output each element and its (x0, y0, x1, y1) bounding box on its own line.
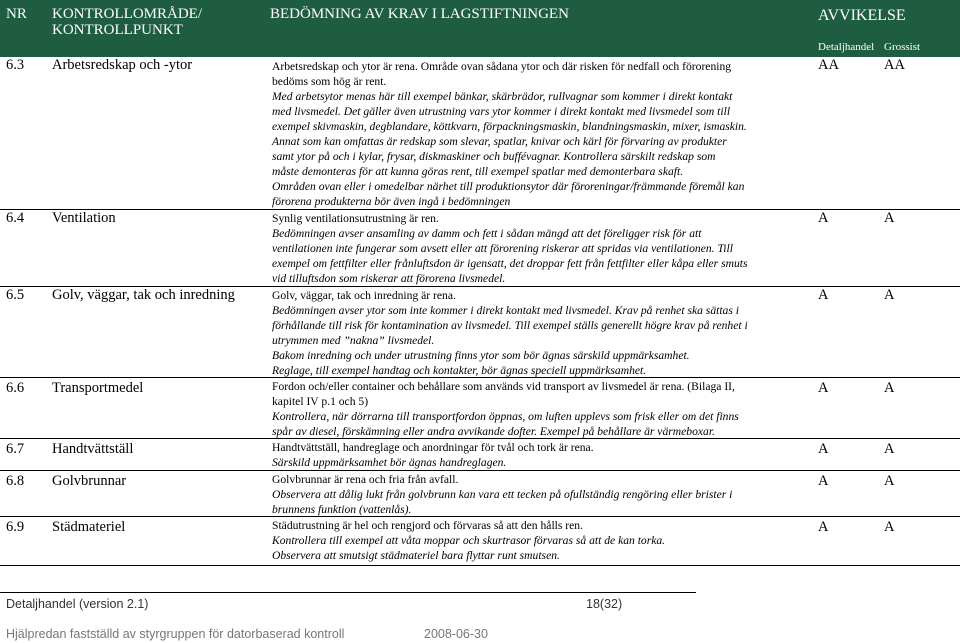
desc-line: Observera att smutsigt städmateriel bara flyttar runt smutsen. (272, 549, 560, 562)
header-omrade-line1: KONTROLLOMRÅDE/ (52, 6, 202, 22)
desc-line: Golvbrunnar är rena och fria från avfall. (272, 473, 459, 486)
desc-line: spår av diesel, förskämning eller andra avvikande dofter. Exempel på behållare är värmeboxar. (272, 425, 715, 438)
desc-line: Områden ovan eller i omedelbar närhet till produktionsytor där föroreningar/främmande föremål kan (272, 180, 745, 193)
row-divider (0, 565, 960, 566)
row-nr: 6.3 (6, 57, 25, 73)
avvikelse-grossist: A (884, 380, 895, 396)
desc-line: förhållande till risk för kontamination av livsmedel. Till exempel ställs generellt högre krav på renhet i (272, 319, 748, 332)
desc-line: utrymmen med ”nakna” livsmedel. (272, 334, 435, 347)
row-nr: 6.5 (6, 287, 25, 303)
row-nr: 6.9 (6, 519, 25, 535)
desc-line: vid tilluftsdon som riskerar att förorena livsmedel. (272, 272, 506, 285)
footer-divider (0, 592, 696, 593)
row-area: Handtvättställ (52, 441, 134, 457)
footer-date: 2008-06-30 (424, 627, 488, 641)
desc-line: måste demonteras för att kunna göras rent, till exempel spatlar med demonterbara skaft. (272, 165, 684, 178)
desc-line: förorena produkterna bör även ingå i bedömningen (272, 195, 511, 208)
desc-line: Städutrustning är hel och rengjord och förvaras så att den hålls ren. (272, 519, 584, 532)
desc-line: Kontrollera, när dörrarna till transportfordon öppnas, om luften upplevs som frisk eller om det finns (272, 410, 739, 423)
table-header (0, 0, 960, 57)
desc-line: Bedömningen avser ansamling av damm och fett i sådan mängd att det föreligger risk för att (272, 227, 702, 240)
row-divider (0, 438, 960, 439)
row-nr: 6.4 (6, 210, 25, 226)
desc-line: Bakom inredning och under utrustning finns ytor som bör ägnas särskild uppmärksamhet. (272, 349, 690, 362)
desc-line: exempel om fettfilter eller frånluftsdon är igensatt, det droppar fett från fettfilter eller kåpa eller smuts (272, 257, 748, 270)
desc-line: Arbetsredskap och ytor är rena. Område ovan sådana ytor och där risken för nedfall och förorening (272, 60, 732, 73)
desc-line: Reglage, till exempel handtag och kontakter, bör ägnas speciell uppmärksamhet. (272, 364, 647, 377)
avvikelse-grossist: A (884, 473, 895, 489)
desc-line: Synlig ventilationsutrustning är ren. (272, 212, 439, 225)
desc-line: Observera att dålig lukt från golvbrunn kan vara ett tecken på ofullständig rengöring eller brister i (272, 488, 733, 501)
desc-line: brunnens funktion (vattenlås). (272, 503, 412, 516)
avvikelse-grossist: A (884, 519, 895, 535)
desc-line: Med arbetsytor menas här till exempel bänkar, skärbrädor, rullvagnar som kommer i direkt kontakt (272, 90, 733, 103)
header-avvikelse: AVVIKELSE (818, 7, 906, 24)
row-description (272, 472, 807, 517)
row-description (272, 379, 807, 439)
header-nr: NR (6, 6, 27, 22)
desc-line: Annat som kan omfattas är redskap som slevar, spatlar, knivar och kärl för förvaring av produkter (272, 135, 727, 148)
desc-line: Handtvättställ, handreglage och anordningar för tvål och tork är rena. (272, 441, 594, 454)
row-area: Golv, väggar, tak och inredning (52, 287, 235, 303)
row-description (272, 288, 807, 378)
row-area: Arbetsredskap och -ytor (52, 57, 193, 73)
desc-line: Golv, väggar, tak och inredning är rena. (272, 289, 456, 302)
avvikelse-detaljhandel: A (818, 380, 829, 396)
desc-line: Fordon och/eller container och behållare som används vid transport av livsmedel är rena. (Bilaga II, (272, 380, 735, 393)
desc-line: exempel skivmaskin, degblandare, köttkvarn, förpackningsmaskin, blandningsmaskin, mixer, ismaskin. (272, 120, 747, 133)
row-area: Ventilation (52, 210, 116, 226)
avvikelse-grossist: A (884, 287, 895, 303)
avvikelse-grossist: AA (884, 57, 905, 73)
header-bedomning: BEDÖMNING AV KRAV I LAGSTIFTNINGEN (270, 6, 569, 22)
row-area: Golvbrunnar (52, 473, 127, 489)
avvikelse-detaljhandel: A (818, 287, 829, 303)
footer-document-title: Detaljhandel (version 2.1) (6, 597, 149, 611)
row-divider (0, 470, 960, 471)
row-nr: 6.7 (6, 441, 25, 457)
row-description (272, 211, 807, 286)
row-divider (0, 209, 960, 210)
avvikelse-detaljhandel: A (818, 441, 829, 457)
row-divider (0, 377, 960, 378)
desc-line: samt ytor på och i kylar, frysar, diskmaskiner och buffévagnar. Kontrollera särskilt redskap som (272, 150, 716, 163)
row-description (272, 440, 807, 470)
row-area: Transportmedel (52, 380, 144, 396)
header-detaljhandel: Detaljhandel (818, 41, 875, 53)
row-nr: 6.8 (6, 473, 25, 489)
desc-line: med livsmedel. Det gäller även utrustning vars ytor kommer i direkt kontakt med livsmedel som till (272, 105, 731, 118)
avvikelse-detaljhandel: AA (818, 57, 839, 73)
header-omrade-line2: KONTROLLPUNKT (52, 22, 183, 38)
row-divider (0, 516, 960, 517)
desc-line: ventilationen inte fungerar som avsett eller att förorening riskerar att spridas via ventilationen. Till (272, 242, 733, 255)
avvikelse-detaljhandel: A (818, 210, 829, 226)
avvikelse-detaljhandel: A (818, 519, 829, 535)
desc-line: Bedömningen avser ytor som inte kommer i direkt kontakt med livsmedel. Krav på renhet ska sättas i (272, 304, 739, 317)
header-kontrollomrade (52, 6, 202, 38)
row-description (272, 518, 807, 563)
desc-line: bedöms som hög är rent. (272, 75, 387, 88)
avvikelse-detaljhandel: A (818, 473, 829, 489)
desc-line: Kontrollera till exempel att våta moppar och skurtrasor förvaras så att de kan torka. (272, 534, 666, 547)
avvikelse-grossist: A (884, 210, 895, 226)
row-area: Städmateriel (52, 519, 126, 535)
desc-line: Särskild uppmärksamhet bör ägnas handreglagen. (272, 456, 507, 469)
avvikelse-grossist: A (884, 441, 895, 457)
header-grossist: Grossist (884, 41, 921, 53)
row-description (272, 59, 807, 209)
footer-approval-note: Hjälpredan fastställd av styrgruppen för datorbaserad kontroll (6, 627, 345, 641)
row-nr: 6.6 (6, 380, 25, 396)
desc-line: kapitel IV p.1 och 5) (272, 395, 369, 408)
footer-page-number: 18(32) (586, 597, 623, 611)
